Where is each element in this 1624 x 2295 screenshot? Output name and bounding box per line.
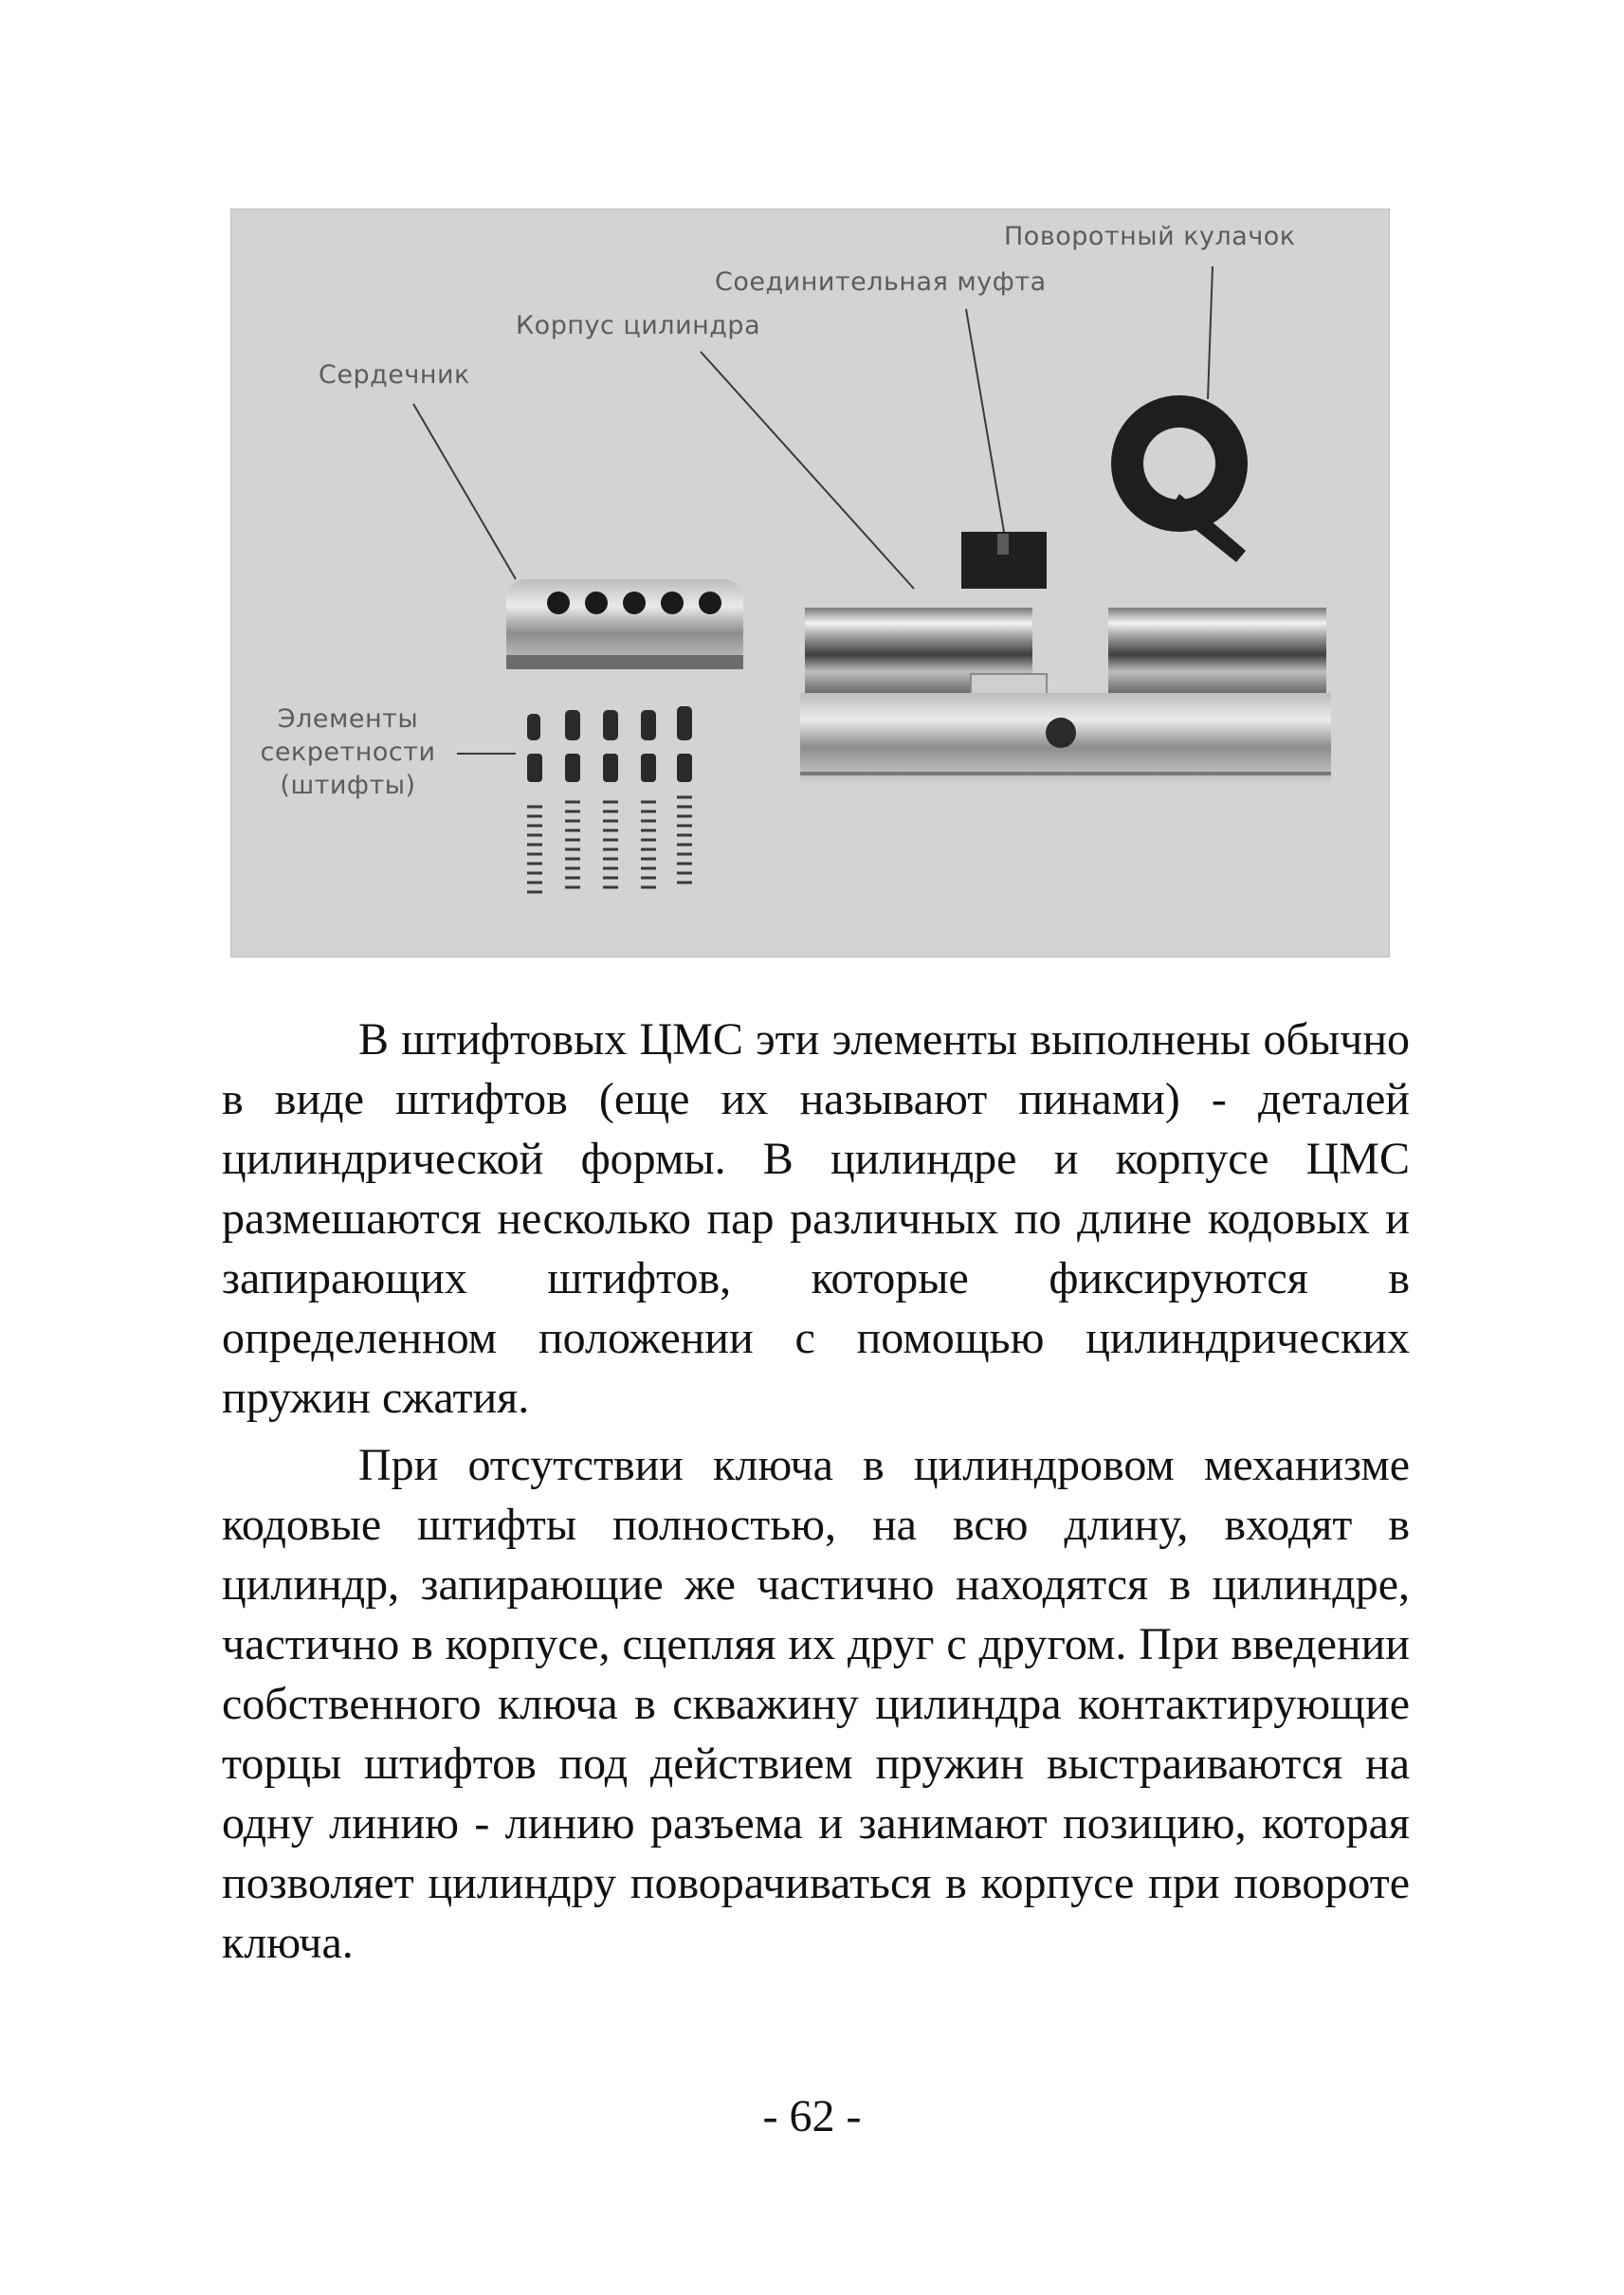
body-text	[222, 1010, 1410, 1973]
paragraph-2: При отсутствии ключа в цилиндровом механизме кодовые штифты полностью, на всю длину, входят в цилиндр, запирающие же частично находятся в цилиндре, частично в корпусе, сцепляя их друг с другом. При введении собственного ключа в скважину цилиндра контактирующие торцы штифтов под действием пружин выстраиваются на одну линию - линию разъема и занимают позицию, которая позволяет цилиндру поворачиваться в корпусе при повороте ключа.	[222, 1440, 1410, 1968]
lock-cylinder-illustration	[231, 209, 1390, 957]
label-core: Сердечник	[319, 360, 470, 390]
label-secrecy-elements-line1: Элементы	[277, 704, 419, 734]
cylinder-housing-part	[800, 608, 1331, 783]
pins-and-springs	[527, 706, 692, 892]
label-secrecy-elements-line3: (штифты)	[280, 771, 416, 801]
page-number: - 62 -	[762, 2091, 862, 2141]
label-coupling: Соединительная муфта	[715, 267, 1047, 297]
label-secrecy-elements	[239, 702, 457, 802]
coupling-part	[961, 532, 1047, 589]
label-rotary-cam: Поворотный кулачок	[1004, 222, 1296, 251]
core-part	[506, 579, 743, 669]
label-secrecy-elements-line2: секретности	[260, 738, 436, 768]
lock-cylinder-photo	[230, 209, 1390, 957]
rotary-cam-part	[1111, 395, 1248, 562]
paragraph-1: В штифтовых ЦМС эти элементы выполнены обычно в виде штифтов (еще их называют пинами) - деталей цилиндрической формы. В цилиндре и корпусе ЦМС размешаются несколько пар различных по длине кодовых и запирающих штифтов, которые фиксируются в определенном положении с помощью цилиндрических пружин сжатия.	[222, 1014, 1410, 1423]
label-cylinder-housing: Корпус цилиндра	[516, 311, 761, 340]
